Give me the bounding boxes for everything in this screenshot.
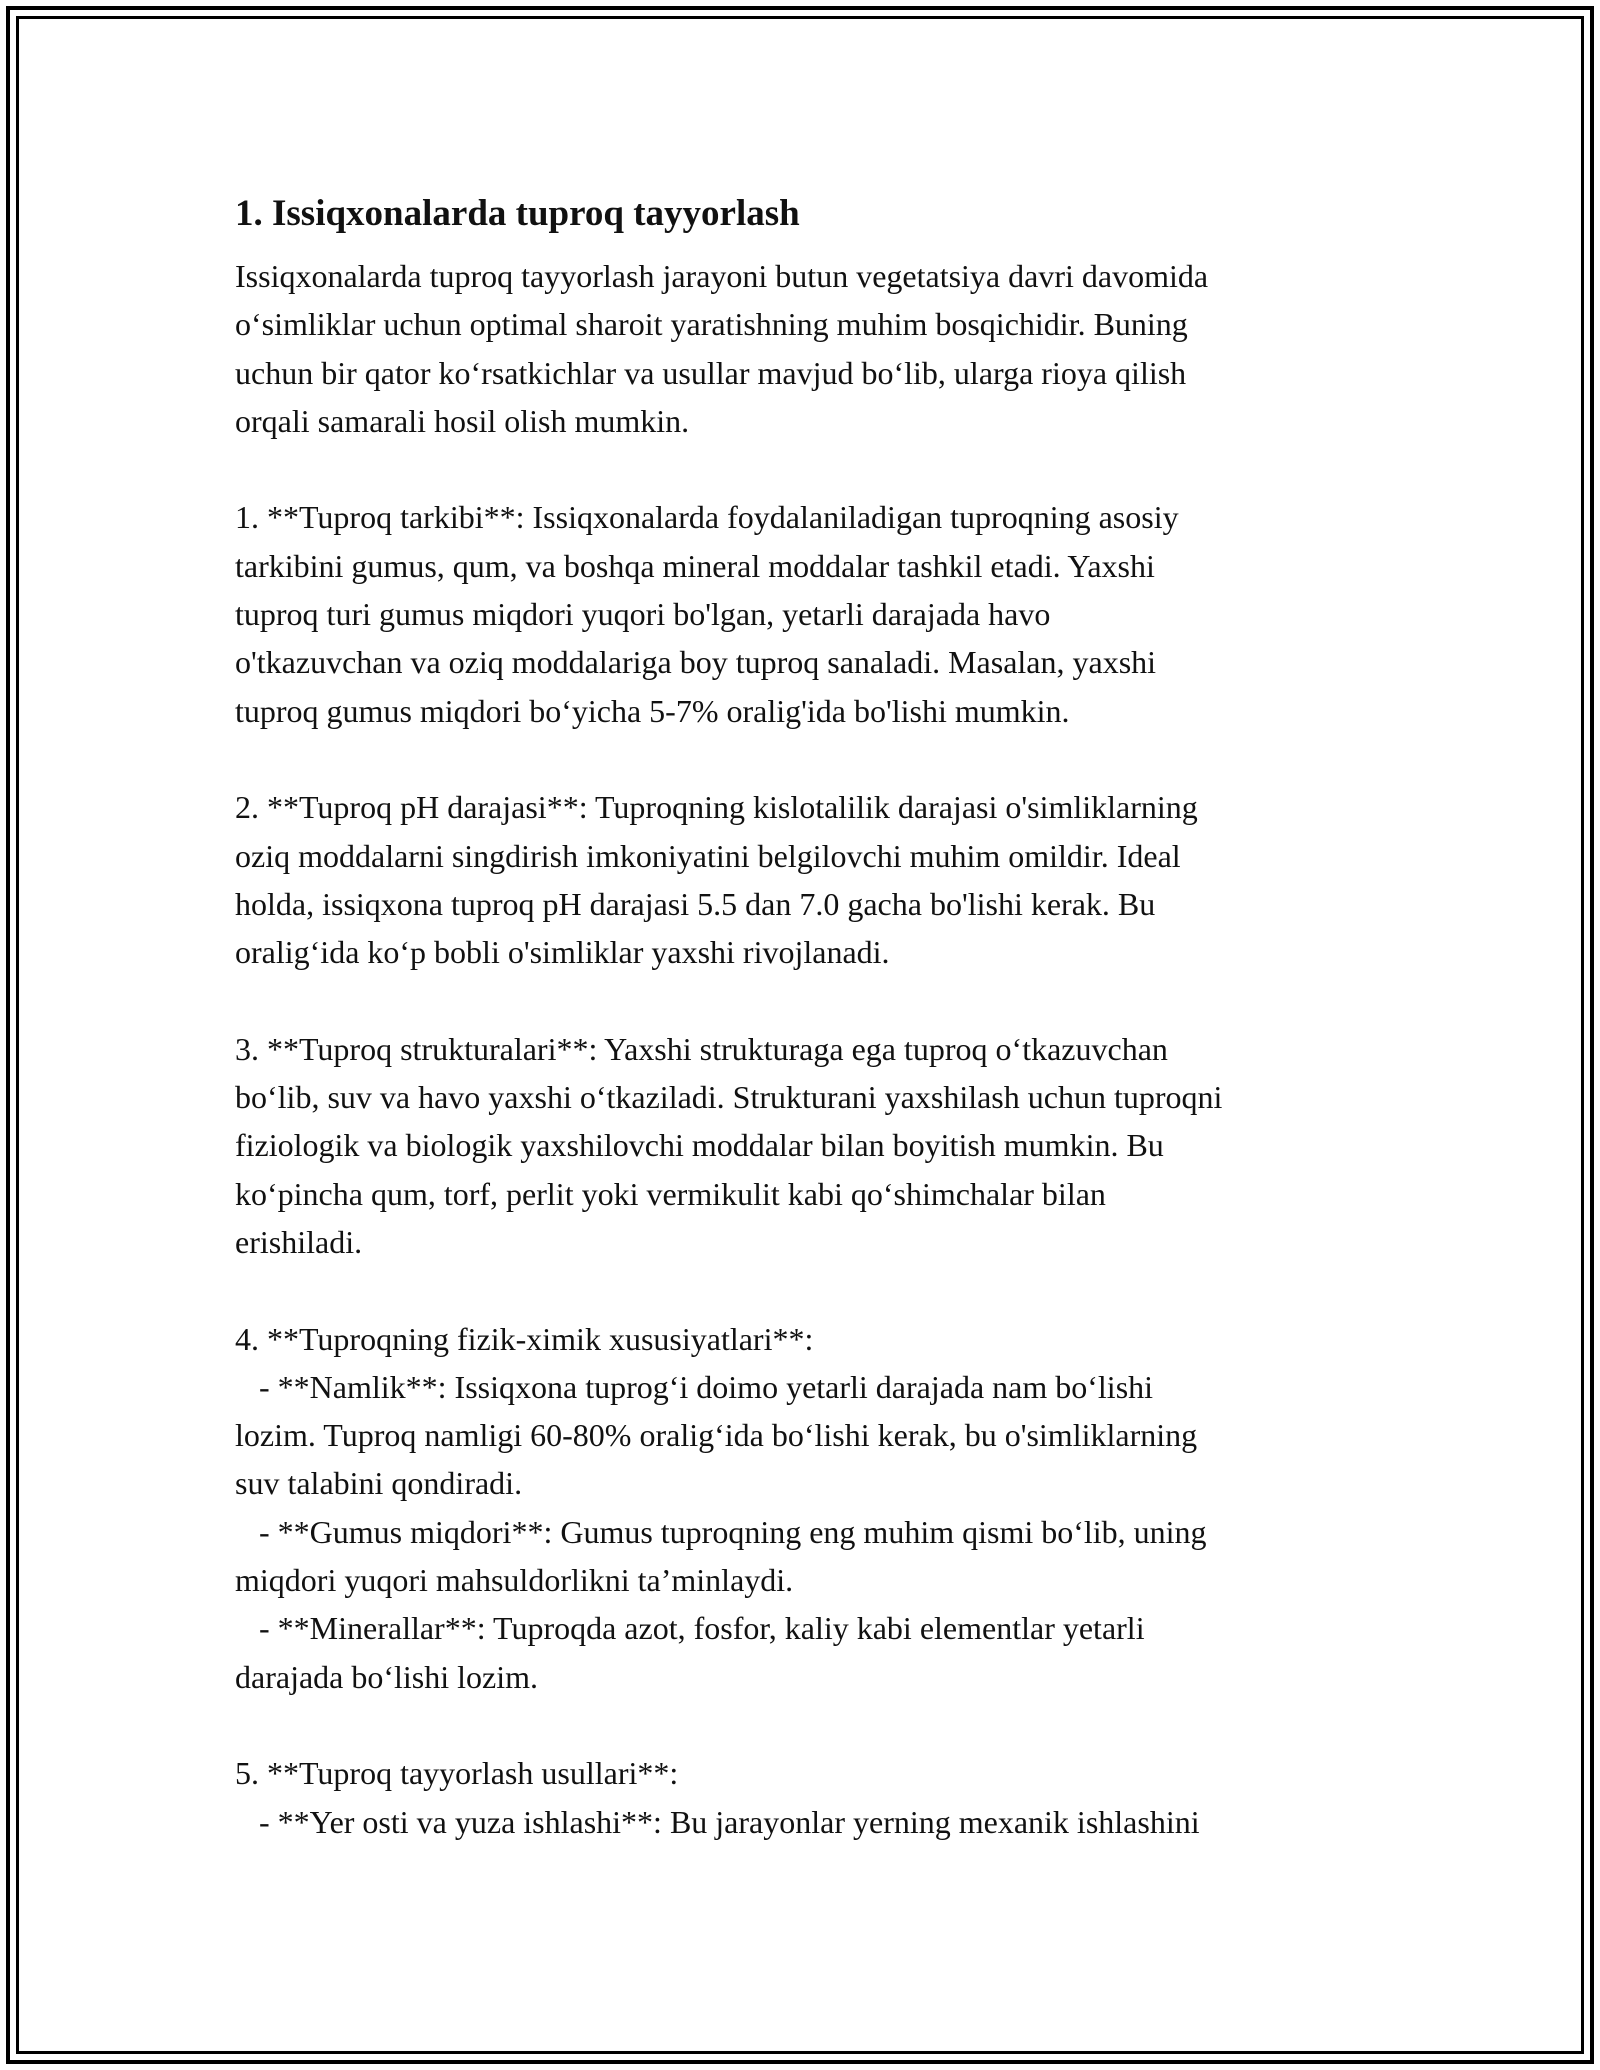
text-line: orqali samarali hosil olish mumkin. (235, 402, 690, 439)
text-line: 4. **Tuproqning fizik-ximik xususiyatlari**: (235, 1320, 814, 1357)
text-line: tuproq gumus miqdori bo‘yicha 5-7% oralig'ida bo'lishi mumkin. (235, 692, 1070, 729)
text-line: - **Yer osti va yuza ishlashi**: Bu jarayonlar yerning mexanik ishlashini (235, 1803, 1200, 1840)
text-line: ko‘pincha qum, torf, perlit yoki vermikulit kabi qo‘shimchalar bilan (235, 1175, 1106, 1212)
text-line: bo‘lib, suv va havo yaxshi o‘tkaziladi. Strukturani yaxshilash uchun tuproqni (235, 1079, 1223, 1116)
intro-paragraph (235, 252, 1385, 1846)
text-line: oralig‘ida ko‘p bobli o'simliklar yaxshi rivojlanadi. (235, 934, 890, 971)
section-preparation-methods (235, 1749, 1385, 1846)
text-line: uchun bir qator ko‘rsatkichlar va usullar mavjud bo‘lib, ularga rioya qilish (235, 354, 1187, 391)
text-line: lozim. Tuproq namligi 60-80% oralig‘ida bo‘lishi kerak, bu o'simliklarning (235, 1417, 1198, 1454)
section-soil-structure (235, 1025, 1385, 1266)
text-line: 1. **Tuproq tarkibi**: Issiqxonalarda foydalaniladigan tuproqning asosiy (235, 499, 1179, 536)
text-line: tarkibini gumus, qum, va boshqa mineral moddalar tashkil etadi. Yaxshi (235, 547, 1155, 584)
text-line: o'tkazuvchan va oziq moddalariga boy tuproq sanaladi. Masalan, yaxshi (235, 644, 1157, 681)
text-line: 5. **Tuproq tayyorlash usullari**: (235, 1755, 679, 1792)
document-body (235, 188, 1385, 1846)
text-line: suv talabini qondiradi. (235, 1465, 523, 1502)
text-line: 2. **Tuproq pH darajasi**: Tuproqning kislotalilik darajasi o'simliklarning (235, 789, 1198, 826)
text-line: 3. **Tuproq strukturalari**: Yaxshi strukturaga ega tuproq o‘tkazuvchan (235, 1030, 1168, 1067)
text-line: darajada bo‘lishi lozim. (235, 1658, 539, 1695)
text-line: tuproq turi gumus miqdori yuqori bo'lgan, yetarli darajada havo (235, 596, 1051, 633)
section-physico-chemical (235, 1315, 1385, 1701)
text-line: - **Minerallar**: Tuproqda azot, fosfor, kaliy kabi elementlar yetarli (235, 1610, 1145, 1647)
text-line: oziq moddalarni singdirish imkoniyatini belgilovchi muhim omildir. Ideal (235, 837, 1181, 874)
text-line: - **Gumus miqdori**: Gumus tuproqning eng muhim qismi bo‘lib, uning (235, 1513, 1207, 1550)
section-soil-ph (235, 783, 1385, 976)
text-line: holda, issiqxona tuproq pH darajasi 5.5 dan 7.0 gacha bo'lishi kerak. Bu (235, 885, 1156, 922)
text-line: - **Namlik**: Issiqxona tuprog‘i doimo yetarli darajada nam bo‘lishi (235, 1368, 1154, 1405)
text-line: fiziologik va biologik yaxshilovchi moddalar bilan boyitish mumkin. Bu (235, 1127, 1164, 1164)
text-line: miqdori yuqori mahsuldorlikni ta’minlaydi. (235, 1562, 794, 1599)
document-title: 1. Issiqxonalarda tuproq tayyorlash (235, 193, 800, 234)
text-line: o‘simliklar uchun optimal sharoit yaratishning muhim bosqichidir. Buning (235, 306, 1188, 343)
text-line: Issiqxonalarda tuproq tayyorlash jarayoni butun vegetatsiya davri davomida (235, 258, 1209, 294)
section-soil-composition (235, 493, 1385, 734)
text-line: erishiladi. (235, 1223, 363, 1260)
